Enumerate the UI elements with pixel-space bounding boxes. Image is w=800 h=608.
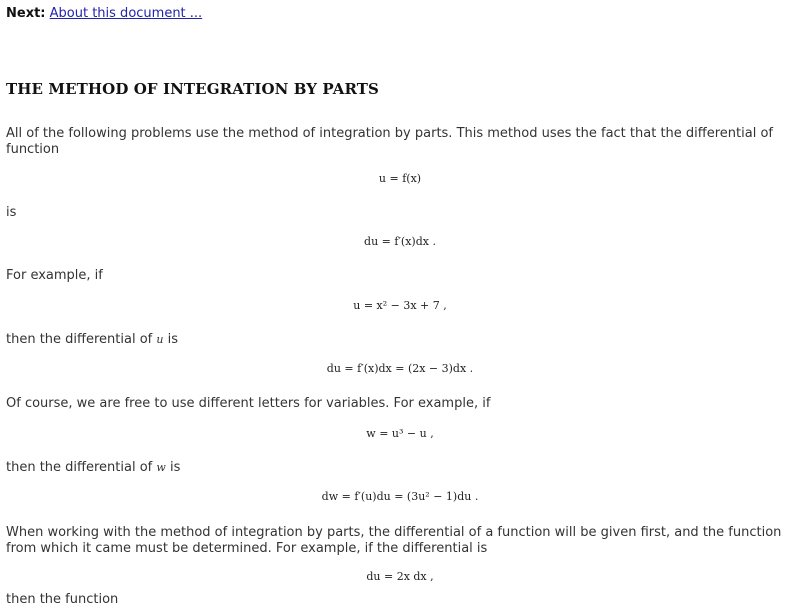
paragraph-is: is: [6, 205, 17, 220]
text-then-differential-of: then the differential of: [6, 332, 153, 347]
page-title: THE METHOD OF INTEGRATION BY PARTS: [6, 80, 379, 98]
equation-du-expanded: du = f′(x)dx = (2x − 3)dx .: [326, 362, 474, 375]
paragraph-working-with-method: When working with the method of integration by parts, the differential of a function will be given first, and the function from which it came must be determined. For example, if the differential is: [6, 525, 782, 556]
paragraph-then-the-function: then the function: [6, 592, 119, 607]
paragraph-intro: All of the following problems use the method of integration by parts. This method uses the fact that the differential of function: [6, 126, 773, 157]
variable-u: u: [156, 333, 164, 346]
next-label: Next:: [6, 6, 46, 21]
next-link-about-document[interactable]: About this document ...: [49, 6, 203, 21]
equation-differential-du: du = f′(x)dx .: [364, 235, 436, 248]
equation-u-polynomial: u = x² − 3x + 7 ,: [353, 299, 447, 312]
paragraph-for-example: For example, if: [6, 268, 103, 283]
equation-w-cubic: w = u³ − u ,: [366, 427, 434, 440]
text-is-w: is: [169, 460, 181, 475]
equation-dw-expanded: dw = f′(u)du = (3u² − 1)du .: [321, 490, 479, 503]
paragraph-different-letters: Of course, we are free to use different letters for variables. For example, if: [6, 396, 491, 411]
paragraph-differential-of-w: [6, 460, 792, 476]
text-then-differential-of-w: then the differential of: [6, 460, 153, 475]
variable-w: w: [156, 461, 166, 474]
text-is: is: [167, 332, 179, 347]
equation-u-equals-f-x: u = f(x): [378, 172, 422, 185]
navigation-bar: [6, 6, 202, 21]
paragraph-differential-of-u: [6, 332, 792, 348]
equation-du-2x-dx: du = 2x dx ,: [366, 570, 434, 583]
